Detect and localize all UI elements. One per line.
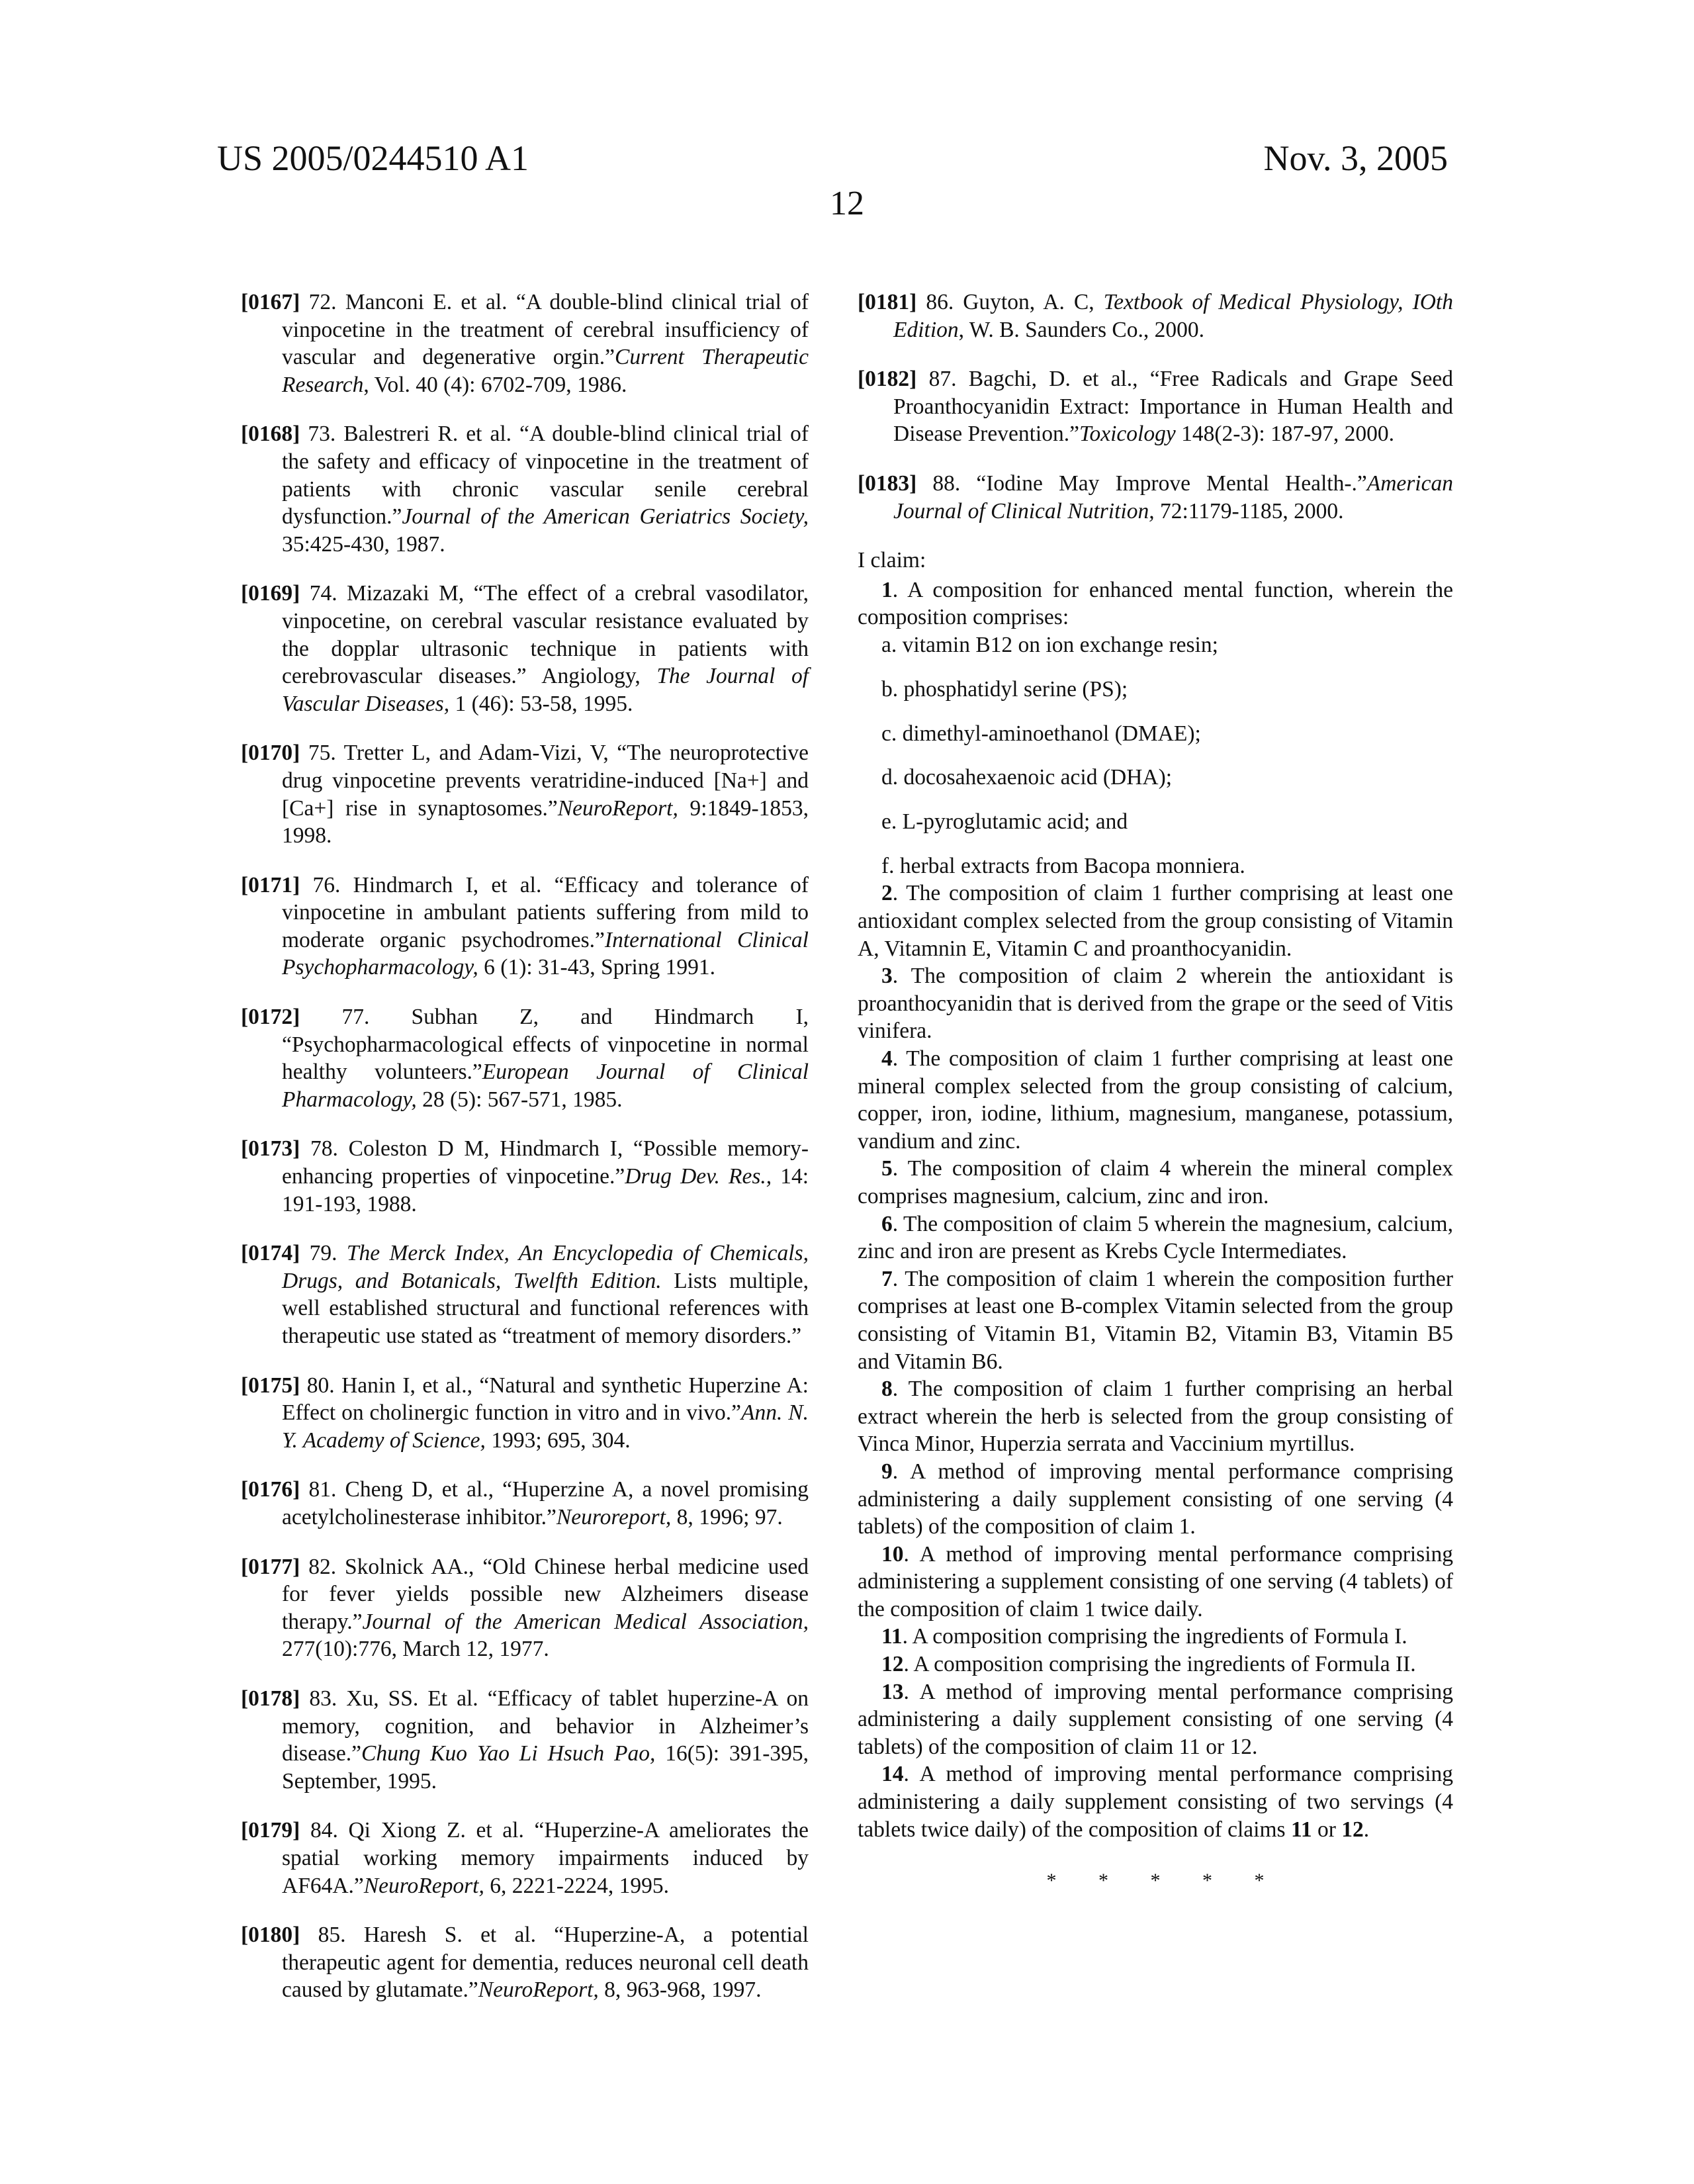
claim-number: 2 <box>881 881 893 905</box>
paragraph-id: [0167] <box>241 290 300 314</box>
citation-text: 76. Hindmarch I, et al. “Efficacy and tolerance of vinpocetine in ambulant patients suffering from mild to moderate organic psychodromes.” <box>282 873 809 952</box>
reference-entry <box>858 470 1453 525</box>
citation-details: 148(2-3): 187-97, 2000. <box>1176 422 1394 446</box>
claim-text: . A method of improving mental performance comprising administering a supplement consisting of one serving (4 tablets) of the composition of claim 1 twice daily. <box>858 1542 1453 1621</box>
claim-reference: 11 <box>1291 1817 1312 1842</box>
reference-entry <box>858 365 1453 448</box>
citation-details: 277(10):776, March 12, 1977. <box>282 1637 549 1661</box>
reference-entry <box>241 1003 809 1113</box>
claim-item <box>858 1458 1453 1541</box>
paragraph-id: [0183] <box>858 471 916 496</box>
claim-reference: 12 <box>1341 1817 1364 1842</box>
citation-details: 35:425-430, 1987. <box>282 532 445 557</box>
citation-details: 6 (1): 31-43, Spring 1991. <box>478 955 715 979</box>
reference-entry <box>241 1476 809 1531</box>
claim-text: . A composition comprising the ingredients of Formula II. <box>904 1652 1416 1676</box>
reference-entry <box>241 289 809 398</box>
claim-element: e. L-pyroglutamic acid; and <box>858 808 1453 836</box>
paragraph-id: [0178] <box>241 1686 300 1711</box>
citation-text: 72. Manconi E. et al. “A double-blind clinical trial of vinpocetine in the treatment of cerebral insufficiency of vascular and degenerative orgin.” <box>282 290 809 369</box>
claim-1-elements <box>858 631 1453 880</box>
citation-details: , W. B. Saunders Co., 2000. <box>959 318 1204 342</box>
citation-source: Chung Kuo Yao Li Hsuch Pao, <box>361 1741 655 1766</box>
reference-list <box>858 289 1453 525</box>
claim-number: 1 <box>881 578 893 602</box>
citation-source: Journal of the American Geriatrics Society, <box>402 504 809 529</box>
citation-text: 77. Subhan Z, and Hindmarch I, “Psychopharmacological effects of vinpocetine in normal healthy volunteers.” <box>282 1005 809 1084</box>
citation-source: American Journal of Clinical Nutrition, <box>893 471 1453 523</box>
citation-source: International Clinical Psychopharmacology, <box>282 928 809 980</box>
citation-source: NeuroReport, <box>558 796 678 821</box>
citation-source: Current Therapeutic Research <box>282 345 809 397</box>
paragraph-id: [0171] <box>241 873 300 897</box>
citation-source: Toxicology <box>1079 422 1176 446</box>
reference-entry <box>241 1372 809 1455</box>
claims-intro: I claim: <box>858 547 1453 574</box>
claim-text: . A method of improving mental performance comprising administering a daily supplement consisting of two servings (4 tablets twice daily) of the composition of claims <box>858 1762 1453 1841</box>
citation-details: Lists multiple, well established structural and functional references with therapeutic use stated as “treatment of memory disorders.” <box>282 1269 809 1348</box>
claim-item <box>858 1375 1453 1458</box>
claim-element: a. vitamin B12 on ion exchange resin; <box>858 631 1453 659</box>
claim-14 <box>858 1760 1453 1843</box>
citation-details: 9:1849-1853, 1998. <box>282 796 809 848</box>
citation-source: NeuroReport, <box>478 1978 599 2002</box>
claim-number: 13 <box>881 1680 904 1704</box>
paragraph-id: [0172] <box>241 1005 300 1029</box>
citation-text: 87. Bagchi, D. et al., “Free Radicals and Grape Seed Proanthocyanidin Extract: Importance in Human Health and Disease Prevention.” <box>893 367 1453 446</box>
reference-entry <box>241 1240 809 1349</box>
claim-item <box>858 1678 1453 1761</box>
citation-source: The Merck Index, An Encyclopedia of Chemicals, Drugs, and Botanicals, Twelfth Edition. <box>282 1241 809 1293</box>
claim-text: . The composition of claim 1 wherein the composition further comprises at least one B-complex Vitamin selected from the group consisting of Vitamin B1, Vitamin B2, Vitamin B3, Vitamin B5 and Vitamin B6. <box>858 1267 1453 1374</box>
reference-entry <box>241 420 809 558</box>
paragraph-id: [0180] <box>241 1923 300 1947</box>
citation-source: Ann. N. Y. Academy of Science, <box>282 1400 809 1453</box>
citation-details: 28 (5): 567-571, 1985. <box>417 1087 623 1112</box>
paragraph-id: [0175] <box>241 1373 300 1398</box>
citation-source: NeuroReport, <box>364 1874 484 1898</box>
claim-text-end: . <box>1364 1817 1369 1842</box>
claim-number: 5 <box>881 1156 893 1181</box>
citation-text: 80. Hanin I, et al., “Natural and synthetic Huperzine A: Effect on cholinergic function in vitro and in vivo.” <box>282 1373 809 1426</box>
claim-item <box>858 1210 1453 1265</box>
claim-item <box>858 1265 1453 1375</box>
reference-entry <box>858 289 1453 343</box>
citation-text: 82. Skolnick AA., “Old Chinese herbal medicine used for fever yields possible new Alzheimers disease therapy.” <box>282 1555 809 1634</box>
citation-details: 16(5): 391-395, September, 1995. <box>282 1741 809 1794</box>
claim-text: . The composition of claim 1 further comprising at least one antioxidant complex selected from the group consisting of Vitamin A, Vitamnin E, Vitamin C and proanthocyanidin. <box>858 881 1453 960</box>
citation-details: 14: 191-193, 1988. <box>282 1164 809 1216</box>
claim-element: b. phosphatidyl serine (PS); <box>858 676 1453 704</box>
claim-number: 12 <box>881 1652 904 1676</box>
claim-text: . A composition for enhanced mental function, wherein the composition comprises: <box>858 578 1453 630</box>
reference-entry <box>241 1135 809 1218</box>
reference-entry <box>241 1817 809 1899</box>
citation-text: 83. Xu, SS. Et al. “Efficacy of tablet huperzine-A on memory, cognition, and behavior in Alzheimer’s disease.” <box>282 1686 809 1766</box>
end-of-document-marks: * * * * * <box>858 1867 1453 1895</box>
paragraph-id: [0174] <box>241 1241 300 1265</box>
paragraph-id: [0173] <box>241 1136 300 1161</box>
citation-details: 8, 1996; 97. <box>671 1505 782 1529</box>
citation-text: 75. Tretter L, and Adam-Vizi, V, “The neuroprotective drug vinpocetine prevents veratridine-induced [Na+] and [Ca+] rise in synaptosomes.” <box>282 741 809 820</box>
claim-item <box>858 1541 1453 1623</box>
citation-text: 79. <box>300 1241 347 1265</box>
citation-details: , Vol. 40 (4): 6702-709, 1986. <box>363 373 627 397</box>
paragraph-id: [0182] <box>858 367 916 391</box>
claim-text: . The composition of claim 1 further comprising at least one mineral complex selected from the group consisting of calcium, copper, iron, iodine, lithium, magnesium, manganese, potassium, vandium and zinc. <box>858 1046 1453 1154</box>
claim-text: . The composition of claim 2 wherein the antioxidant is proanthocyanidin that is derived from the grape or the seed of Vitis vinifera. <box>858 964 1453 1043</box>
claim-number: 4 <box>881 1046 893 1071</box>
citation-details: 1993; 695, 304. <box>486 1428 631 1453</box>
citation-text: 85. Haresh S. et al. “Huperzine-A, a potential therapeutic agent for dementia, reduces neuronal cell death caused by glutamate.” <box>282 1923 809 2002</box>
paragraph-id: [0168] <box>241 422 300 446</box>
claim-number: 11 <box>881 1624 903 1649</box>
claim-element: d. docosahexaenoic acid (DHA); <box>858 764 1453 792</box>
citation-text: 86. Guyton, A. C, <box>916 290 1103 314</box>
claim-text: . A method of improving mental performance comprising administering a daily supplement consisting of one serving (4 tablets) of the composition of claim 1. <box>858 1459 1453 1539</box>
citation-source: Neuroreport, <box>557 1505 671 1529</box>
citation-source: Drug Dev. Res., <box>625 1164 772 1189</box>
citation-text: 78. Coleston D M, Hindmarch I, “Possible memory-enhancing properties of vinpocetine.” <box>282 1136 809 1189</box>
claim-number: 9 <box>881 1459 893 1484</box>
reference-entry <box>241 1921 809 2004</box>
paragraph-id: [0181] <box>858 290 916 314</box>
claim-number: 7 <box>881 1267 893 1291</box>
paragraph-id: [0169] <box>241 581 300 606</box>
paragraph-id: [0179] <box>241 1818 300 1843</box>
claim-text: . The composition of claim 4 wherein the mineral complex comprises magnesium, calcium, zinc and iron. <box>858 1156 1453 1208</box>
claim-item <box>858 1623 1453 1651</box>
citation-details: 6, 2221-2224, 1995. <box>484 1874 669 1898</box>
reference-entry <box>241 1685 809 1795</box>
claim-item <box>858 962 1453 1045</box>
claim-item <box>858 1045 1453 1155</box>
claim-element: f. herbal extracts from Bacopa monniera. <box>858 852 1453 880</box>
paragraph-id: [0170] <box>241 741 300 765</box>
claim-number: 3 <box>881 964 893 988</box>
reference-entry <box>241 739 809 849</box>
reference-entry <box>241 872 809 981</box>
claim-number: 6 <box>881 1212 893 1236</box>
citation-details: 1 (46): 53-58, 1995. <box>449 692 633 716</box>
citation-source: Textbook of Medical Physiology, IOth Edition <box>893 290 1453 342</box>
paragraph-id: [0176] <box>241 1477 300 1502</box>
claim-item <box>858 880 1453 962</box>
paragraph-id: [0177] <box>241 1555 300 1579</box>
claim-text: . The composition of claim 1 further comprising an herbal extract wherein the herb is selected from the group consisting of Vinca Minor, Huperzia serrata and Vaccinium myrtillus. <box>858 1377 1453 1456</box>
citation-source: European Journal of Clinical Pharmacology, <box>282 1060 809 1112</box>
claim-element: c. dimethyl-aminoethanol (DMAE); <box>858 720 1453 748</box>
reference-entry <box>241 580 809 717</box>
left-column <box>241 289 809 2026</box>
citation-source: The Journal of Vascular Diseases, <box>282 664 809 716</box>
claim-text: . The composition of claim 5 wherein the magnesium, calcium, zinc and iron are present as Krebs Cycle Intermediates. <box>858 1212 1453 1264</box>
citation-details: 8, 963-968, 1997. <box>599 1978 762 2002</box>
claim-text: . A composition comprising the ingredients of Formula I. <box>903 1624 1407 1649</box>
citation-text: 81. Cheng D, et al., “Huperzine A, a novel promising acetylcholinesterase inhibitor.” <box>282 1477 809 1529</box>
citation-text: 73. Balestreri R. et al. “A double-blind clinical trial of the safety and efficacy of vinpocetine in the treatment of patients with chronic vascular senile cerebral dysfunction.” <box>282 422 809 529</box>
citation-source: Journal of the American Medical Association, <box>363 1610 809 1634</box>
claim-text: . A method of improving mental performance comprising administering a daily supplement consisting of one serving (4 tablets) of the composition of claim 11 or 12. <box>858 1680 1453 1759</box>
page-number: 12 <box>0 187 1694 221</box>
claim-1 <box>858 576 1453 631</box>
claim-item <box>858 1155 1453 1210</box>
citation-text: 74. Mizazaki M, “The effect of a crebral vasodilator, vinpocetine, on cerebral vascular resistance evaluated by the dopplar ultrasonic technique in patients with cerebrovascular diseases.” Angiology, <box>282 581 809 688</box>
citation-text: 84. Qi Xiong Z. et al. “Huperzine-A ameliorates the spatial working memory impairments induced by AF64A.” <box>282 1818 809 1897</box>
claims-list <box>858 880 1453 1760</box>
claim-number: 10 <box>881 1542 904 1567</box>
citation-text: 88. “Iodine May Improve Mental Health-.” <box>916 471 1366 496</box>
claim-number: 8 <box>881 1377 893 1401</box>
claim-item <box>858 1651 1453 1678</box>
claim-text-connector: or <box>1312 1817 1342 1842</box>
claim-number: 14 <box>881 1762 904 1786</box>
right-column <box>858 289 1453 1895</box>
reference-entry <box>241 1553 809 1663</box>
publication-number: US 2005/0244510 A1 <box>217 140 529 176</box>
citation-details: 72:1179-1185, 2000. <box>1155 499 1344 523</box>
publication-date: Nov. 3, 2005 <box>1264 140 1449 176</box>
